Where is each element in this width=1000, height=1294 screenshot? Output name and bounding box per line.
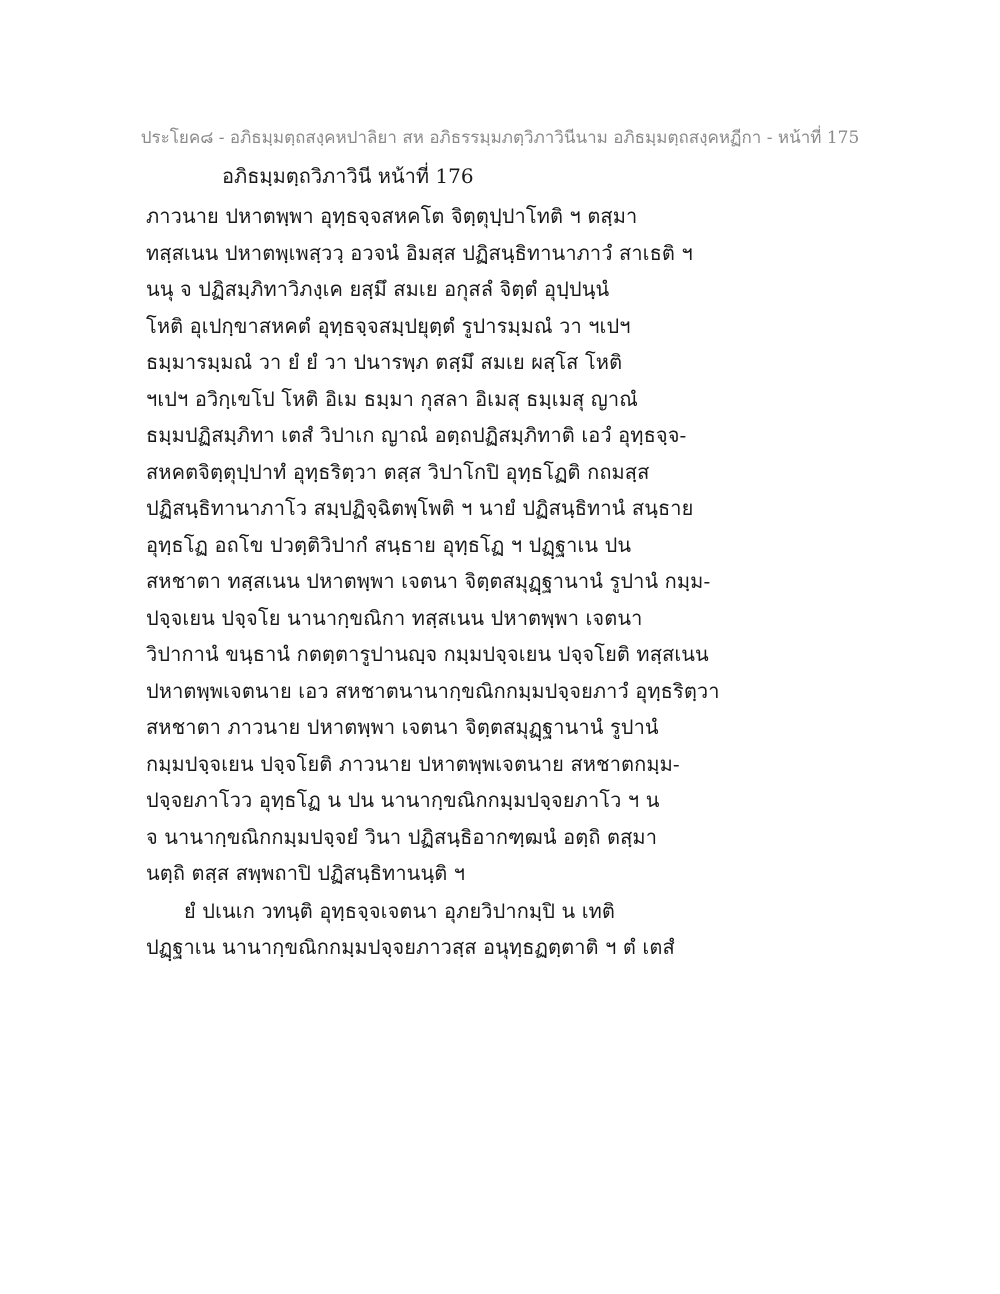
text-line: ปฏฺฐาเน นานากฺขณิกกมฺมปจฺจยภาวสฺส อนุทฺธฏตฺตาติ ฯ ตํ เตสํ	[146, 935, 675, 959]
text-line: ปหาตพฺพเจตนาย เอว สหชาตนานากฺขณิกกมฺมปจฺจยภาวํ อุทฺธริตฺวา	[146, 678, 720, 703]
text-line: วิปากานํ ขนฺธานํ กตตฺตารูปานญฺจ กมฺมปจฺจเยน ปจฺจโยติ ทสฺสเนน	[146, 642, 709, 666]
page-heading: อภิธมฺมตฺถวิภาวินี หน้าที่ 176	[222, 164, 474, 188]
text-line: อุทฺธโฏ อถโข ปวตฺติวิปากํ สนฺธาย อุทฺธโฏ ฯ ปฏฺฐาเน ปน	[146, 532, 632, 557]
running-header: ประโยค๘ - อภิธมฺมตฺถสงฺคหปาลิยา สห อภิธรรมฺมภตฺวิภาวินีนาม อภิธมฺมตฺถสงฺคหฏีกา - หน้าที่ 175	[140, 128, 860, 148]
text-line: นนุ จ ปฏิสมฺภิทาวิภงฺเค ยสฺมึ สมเย อกุสลํ จิตฺตํ อุปฺปนฺนํ	[146, 277, 610, 301]
text-line: จ นานากฺขณิกกมฺมปจฺจยํ วินา ปฏิสนฺธิอากฑฺฒนํ อตฺถิ ตสฺมา	[146, 824, 658, 849]
text-line: นตฺถิ ตสฺส สพฺพถาปิ ปฏิสนฺธิทานนฺติ ฯ	[146, 861, 466, 885]
text-line: ทสฺสเนน ปหาตพฺเพสฺววฺ อวจนํ อิมสฺส ปฏิสนฺธิทานาภาวํ สาเธติ ฯ	[146, 240, 693, 265]
body-text	[146, 198, 846, 966]
text-line: ฯเปฯ อวิกฺเขโป โหติ อิเม ธมฺมา กุสลา อิเมสุ ธมฺเมสุ ญาณํ	[146, 386, 638, 411]
text-line: ปจฺจยภาโวว อุทฺธโฏ น ปน นานากฺขณิกกมฺมปจฺจยภาโว ฯ น	[146, 788, 660, 812]
text-line: ปฏิสนฺธิทานาภาโว สมฺปฏิจฺฉิตพฺโพติ ฯ นายํ ปฏิสนฺธิทานํ สนฺธาย	[146, 496, 694, 520]
text-line: สหชาตา ภาวนาย ปหาตพฺพา เจตนา จิตฺตสมุฏฺฐานานํ รูปานํ	[146, 715, 659, 739]
text-line: ธมฺมปฏิสมฺภิทา เตสํ วิปาเก ญาณํ อตฺถปฏิสมฺภิทาติ เอวํ อุทฺธจฺจ-	[146, 423, 687, 447]
text-line: สหคตจิตฺตุปฺปาทํ อุทฺธริตฺวา ตสฺส วิปาโกปิ อุทฺธโฏติ กถมสฺส	[146, 459, 650, 484]
text-line: ธมฺมารมฺมณํ วา ยํ ยํ วา ปนารพฺภ ตสฺมึ สมเย ผสฺโส โหติ	[146, 350, 623, 374]
text-line: ภาวนาย ปหาตพฺพา อุทฺธจฺจสหคโต จิตฺตุปฺปาโทติ ฯ ตสฺมา	[146, 204, 638, 228]
text-line: ปจฺจเยน ปจฺจโย นานากฺขณิกา ทสฺสเนน ปหาตพฺพา เจตนา	[146, 605, 643, 630]
text-line: กมฺมปจฺจเยน ปจฺจโยติ ภาวนาย ปหาตพฺพเจตนาย สหชาตกมฺม-	[146, 751, 680, 776]
text-line: โหติ อุเปกฺขาสหคตํ อุทฺธจฺจสมฺปยุตฺตํ รูปารมฺมณํ วา ฯเปฯ	[146, 313, 631, 338]
paragraph-start-line: ยํ ปเนเก วทนฺติ อุทฺธจฺจเจตนา อุภยวิปากมฺปิ น เทติ	[184, 898, 616, 923]
text-line: สหชาตา ทสฺสเนน ปหาตพฺพา เจตนา จิตฺตสมุฏฺฐานานํ รูปานํ กมฺม-	[146, 569, 711, 593]
